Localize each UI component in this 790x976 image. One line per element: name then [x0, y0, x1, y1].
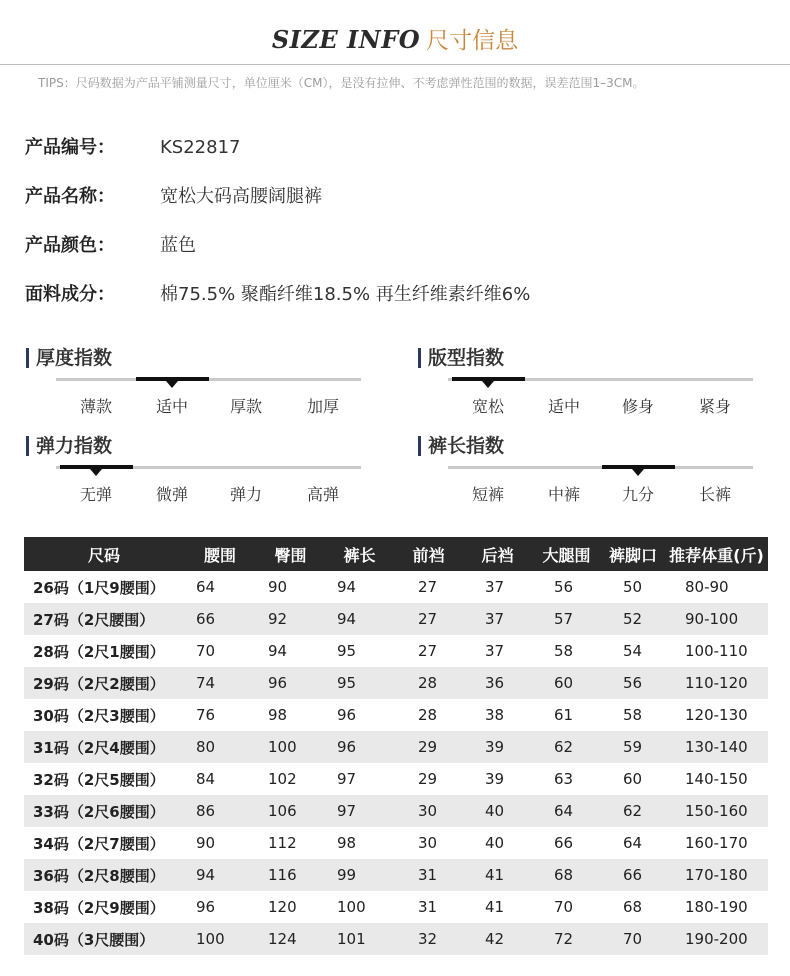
divider — [0, 64, 790, 65]
table-cell: 29 — [394, 731, 463, 763]
indicator-option: 厚款 — [229, 397, 262, 416]
table-cell: 58 — [623, 706, 643, 724]
table-cell: 84 — [196, 770, 216, 788]
table-cell: 29 — [418, 770, 438, 788]
table-cell: 68 — [623, 898, 643, 916]
product-name-value: 宽松大码高腰阔腿裤 — [160, 186, 322, 207]
table-cell: 70 — [554, 898, 574, 916]
table-row — [24, 731, 768, 763]
table-cell: 36 — [463, 667, 532, 699]
size-table-body — [24, 571, 768, 955]
indicator-option: 弹力 — [229, 485, 262, 504]
table-cell: 64 — [623, 834, 643, 852]
indicator-option: 长裤 — [698, 485, 731, 504]
table-cell: 57 — [532, 603, 601, 635]
table-cell: 99 — [325, 859, 394, 891]
table-cell: 98 — [268, 706, 288, 724]
table-cell: 90 — [196, 834, 216, 852]
table-cell: 112 — [268, 834, 297, 852]
table-cell: 64 — [532, 795, 601, 827]
table-cell: 100 — [256, 731, 325, 763]
table-cell: 97 — [337, 770, 357, 788]
size-label-cell: 33码（2尺6腰围） — [24, 795, 184, 827]
table-cell: 61 — [554, 706, 574, 724]
table-cell: 102 — [268, 770, 297, 788]
table-cell: 66 — [601, 859, 665, 891]
fit-indicator — [418, 348, 763, 428]
indicator-pointer-icon — [482, 381, 494, 388]
table-cell: 120 — [268, 898, 297, 916]
table-cell: 64 — [196, 578, 216, 596]
table-cell: 37 — [485, 642, 505, 660]
table-cell: 40 — [485, 834, 505, 852]
table-cell: 72 — [532, 923, 601, 955]
product-name-label: 产品名称： — [25, 186, 115, 207]
table-header-cell: 腰围 — [184, 537, 256, 571]
table-cell: 110-120 — [665, 667, 768, 699]
table-cell: 86 — [184, 795, 256, 827]
size-label-cell: 32码（2尺5腰围） — [33, 770, 165, 789]
table-header-cell: 后裆 — [463, 537, 532, 571]
product-code-row — [25, 133, 241, 159]
length-indicator — [418, 436, 763, 516]
elasticity-indicator — [26, 436, 371, 516]
table-cell: 60 — [532, 667, 601, 699]
table-cell: 52 — [601, 603, 665, 635]
indicator-option: 无弹 — [79, 485, 112, 504]
fit-indicator-title: 版型指数 — [418, 348, 504, 368]
indicator-option: 微弹 — [155, 485, 188, 504]
table-cell: 94 — [337, 578, 357, 596]
table-cell: 94 — [184, 859, 256, 891]
table-cell: 50 — [623, 578, 643, 596]
table-header-cell: 裤脚口 — [601, 537, 665, 571]
tips-text: TIPS：尺码数据为产品平铺测量尺寸，单位厘米（CM），是没有拉伸、不考虑弹性范围的数据，误差范围1–3CM。 — [38, 76, 645, 90]
table-cell: 100-110 — [685, 642, 748, 660]
size-label-cell: 27码（2尺腰围） — [24, 603, 184, 635]
table-cell: 28 — [418, 706, 438, 724]
table-cell: 66 — [554, 834, 574, 852]
table-row — [24, 923, 768, 955]
size-label-cell: 34码（2尺7腰围） — [33, 834, 165, 853]
table-cell: 42 — [463, 923, 532, 955]
size-table — [24, 537, 768, 955]
product-code-label: 产品编号： — [25, 137, 115, 158]
size-label-cell: 40码（3尺腰围） — [24, 923, 184, 955]
table-cell: 54 — [623, 642, 643, 660]
product-color-value: 蓝色 — [160, 235, 196, 256]
table-cell: 96 — [337, 706, 357, 724]
table-cell: 120-130 — [685, 706, 748, 724]
product-color-row — [25, 231, 196, 257]
table-row — [24, 603, 768, 635]
size-label-cell: 36码（2尺8腰围） — [24, 859, 184, 891]
table-row — [24, 795, 768, 827]
indicator-option: 适中 — [155, 397, 188, 416]
table-header-cell: 裤长 — [325, 537, 394, 571]
table-cell: 70 — [601, 923, 665, 955]
table-cell: 62 — [601, 795, 665, 827]
table-row — [24, 859, 768, 891]
size-label-cell: 28码（2尺1腰围） — [33, 642, 165, 661]
indicator-option: 短裤 — [471, 485, 504, 504]
indicator-option: 适中 — [547, 397, 580, 416]
table-row — [24, 635, 768, 667]
size-label-cell: 31码（2尺4腰围） — [24, 731, 184, 763]
table-cell: 66 — [184, 603, 256, 635]
size-label-cell: 26码（1尺9腰围） — [33, 578, 165, 597]
table-cell: 56 — [601, 667, 665, 699]
table-header-cell: 臀围 — [256, 537, 325, 571]
table-cell: 94 — [325, 603, 394, 635]
table-cell: 39 — [485, 770, 505, 788]
table-cell: 80-90 — [685, 578, 729, 596]
table-cell: 94 — [268, 642, 288, 660]
table-cell: 90-100 — [665, 603, 768, 635]
table-row — [24, 827, 768, 859]
table-cell: 100 — [184, 923, 256, 955]
table-cell: 60 — [623, 770, 643, 788]
size-table-header — [24, 537, 768, 571]
table-cell: 170-180 — [665, 859, 768, 891]
table-row — [24, 891, 768, 923]
indicator-pointer-icon — [166, 381, 178, 388]
product-name-row — [25, 182, 322, 208]
table-cell: 96 — [196, 898, 216, 916]
table-cell: 116 — [256, 859, 325, 891]
table-cell: 180-190 — [685, 898, 748, 916]
thickness-indicator — [26, 348, 371, 428]
size-label-cell: 29码（2尺2腰围） — [24, 667, 184, 699]
page-header — [0, 22, 790, 55]
table-cell: 59 — [601, 731, 665, 763]
product-color-label: 产品颜色： — [25, 235, 115, 256]
table-cell: 90 — [268, 578, 288, 596]
table-cell: 76 — [196, 706, 216, 724]
table-cell: 95 — [325, 667, 394, 699]
table-row — [24, 571, 768, 603]
table-cell: 95 — [337, 642, 357, 660]
indicator-option: 九分 — [621, 485, 654, 504]
table-cell: 101 — [325, 923, 394, 955]
indicator-option: 加厚 — [306, 397, 339, 416]
indicator-option: 紧身 — [698, 397, 731, 416]
elasticity-indicator-title: 弹力指数 — [26, 436, 112, 456]
table-cell: 40 — [463, 795, 532, 827]
table-cell: 74 — [184, 667, 256, 699]
table-cell: 70 — [196, 642, 216, 660]
table-cell: 98 — [337, 834, 357, 852]
table-header-cell: 前裆 — [394, 537, 463, 571]
table-cell: 32 — [394, 923, 463, 955]
size-label-cell: 38码（2尺9腰围） — [33, 898, 165, 917]
product-fabric-value: 棉75.5% 聚酯纤维18.5% 再生纤维素纤维6% — [160, 284, 531, 305]
indicator-track — [448, 466, 753, 469]
indicator-pointer-icon — [90, 469, 102, 476]
product-fabric-label: 面料成分： — [25, 284, 115, 305]
table-cell: 41 — [485, 898, 505, 916]
product-code-value: KS22817 — [160, 137, 241, 158]
table-cell: 37 — [485, 578, 505, 596]
table-cell: 130-140 — [665, 731, 768, 763]
table-cell: 39 — [463, 731, 532, 763]
thickness-indicator-title: 厚度指数 — [26, 348, 112, 368]
table-cell: 100 — [337, 898, 366, 916]
header-title-en: SIZE INFO — [271, 25, 421, 54]
table-cell: 28 — [394, 667, 463, 699]
table-cell: 27 — [418, 578, 438, 596]
table-cell: 27 — [418, 642, 438, 660]
table-cell: 58 — [554, 642, 574, 660]
indicator-option: 修身 — [621, 397, 654, 416]
table-cell: 31 — [394, 859, 463, 891]
table-cell: 92 — [256, 603, 325, 635]
indicator-pointer-icon — [632, 469, 644, 476]
table-row — [24, 763, 768, 795]
table-row — [24, 667, 768, 699]
header-title-cn: 尺寸信息 — [426, 28, 519, 54]
indicator-option: 宽松 — [471, 397, 504, 416]
indicator-option: 薄款 — [79, 397, 112, 416]
table-cell: 41 — [463, 859, 532, 891]
table-cell: 140-150 — [685, 770, 748, 788]
table-cell: 31 — [418, 898, 438, 916]
table-header-cell: 推荐体重(斤) — [665, 537, 768, 571]
table-cell: 30 — [418, 834, 438, 852]
table-cell: 106 — [256, 795, 325, 827]
table-cell: 68 — [532, 859, 601, 891]
size-label-cell: 30码（2尺3腰围） — [33, 706, 165, 725]
table-cell: 160-170 — [685, 834, 748, 852]
product-fabric-row — [25, 280, 530, 306]
table-cell: 80 — [184, 731, 256, 763]
table-cell: 96 — [325, 731, 394, 763]
table-cell: 124 — [256, 923, 325, 955]
table-cell: 190-200 — [665, 923, 768, 955]
table-cell: 150-160 — [665, 795, 768, 827]
table-cell: 56 — [554, 578, 574, 596]
length-indicator-title: 裤长指数 — [418, 436, 504, 456]
table-header-cell: 尺码 — [24, 537, 184, 571]
table-cell: 27 — [394, 603, 463, 635]
indicator-option: 中裤 — [547, 485, 580, 504]
table-cell: 63 — [554, 770, 574, 788]
table-cell: 30 — [394, 795, 463, 827]
table-cell: 96 — [256, 667, 325, 699]
table-cell: 62 — [532, 731, 601, 763]
table-header-cell: 大腿围 — [532, 537, 601, 571]
table-row — [24, 699, 768, 731]
table-cell: 38 — [485, 706, 505, 724]
indicator-option: 高弹 — [306, 485, 339, 504]
table-cell: 97 — [325, 795, 394, 827]
table-cell: 37 — [463, 603, 532, 635]
